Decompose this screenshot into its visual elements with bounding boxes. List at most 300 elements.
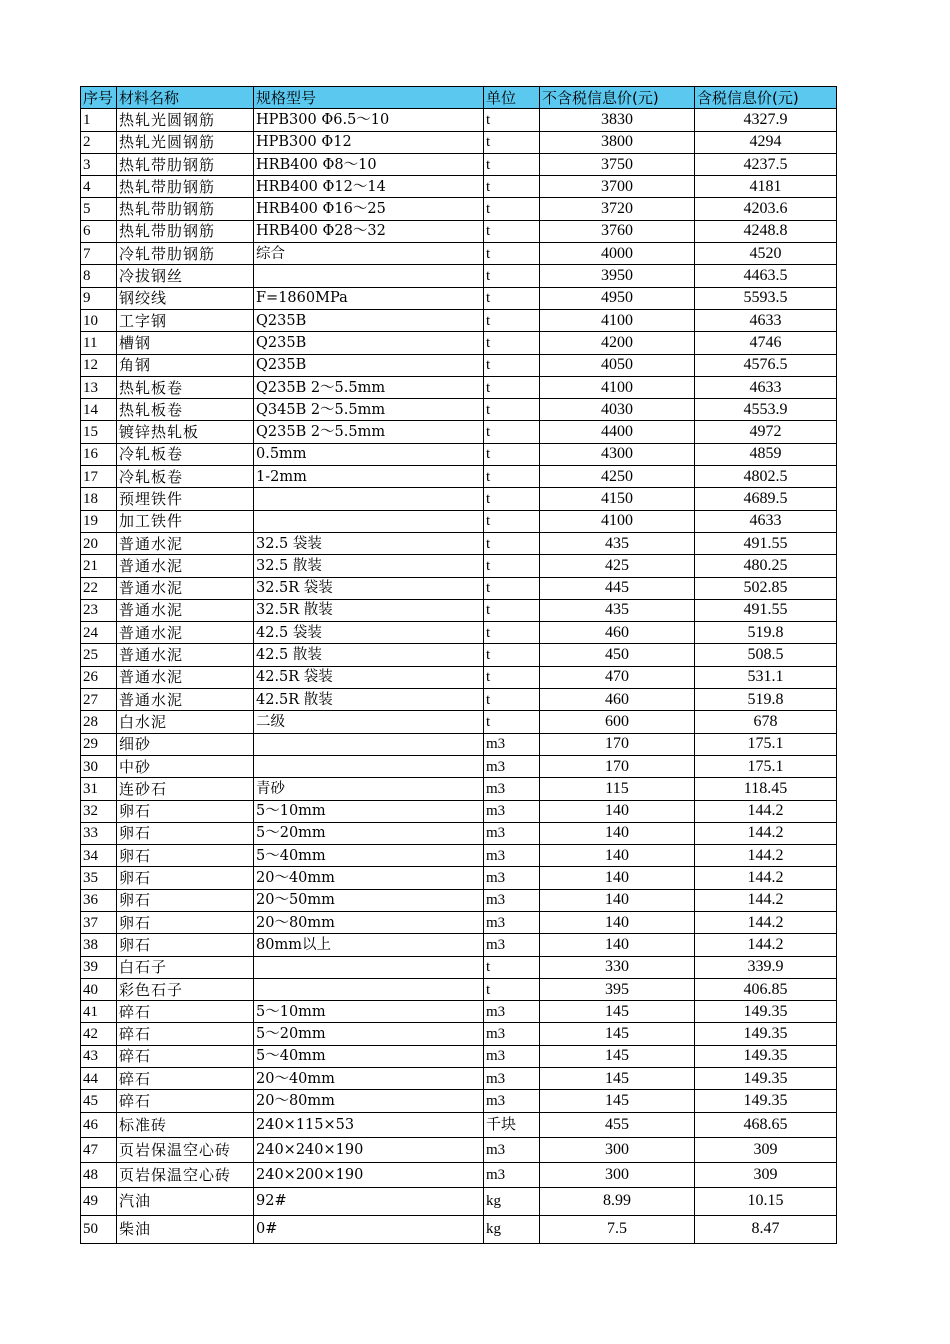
cell-spec: HRB400 Φ8～10 bbox=[254, 153, 484, 175]
cell-price-incl-tax: 4237.5 bbox=[695, 153, 837, 175]
cell-price-incl-tax: 4553.9 bbox=[695, 399, 837, 421]
cell-unit: t bbox=[484, 131, 540, 153]
table-row bbox=[81, 755, 837, 777]
cell-price-excl-tax: 145 bbox=[540, 1023, 695, 1045]
cell-name: 卵石 bbox=[117, 845, 254, 867]
cell-unit: m3 bbox=[484, 1090, 540, 1112]
cell-spec bbox=[254, 488, 484, 510]
cell-price-excl-tax: 115 bbox=[540, 778, 695, 800]
cell-no: 25 bbox=[81, 644, 117, 666]
cell-price-excl-tax: 3750 bbox=[540, 153, 695, 175]
cell-unit: m3 bbox=[484, 778, 540, 800]
cell-spec: 32.5 袋装 bbox=[254, 532, 484, 554]
cell-price-excl-tax: 4200 bbox=[540, 332, 695, 354]
cell-spec: 32.5 散装 bbox=[254, 555, 484, 577]
table-row bbox=[81, 845, 837, 867]
table-row bbox=[81, 689, 837, 711]
table-row bbox=[81, 399, 837, 421]
cell-unit: t bbox=[484, 689, 540, 711]
cell-price-excl-tax: 4300 bbox=[540, 443, 695, 465]
cell-name: 普通水泥 bbox=[117, 577, 254, 599]
cell-price-incl-tax: 144.2 bbox=[695, 845, 837, 867]
table-row bbox=[81, 711, 837, 733]
cell-price-excl-tax: 4950 bbox=[540, 287, 695, 309]
cell-no: 47 bbox=[81, 1137, 117, 1162]
cell-unit: t bbox=[484, 332, 540, 354]
cell-name: 卵石 bbox=[117, 822, 254, 844]
cell-unit: m3 bbox=[484, 1023, 540, 1045]
table-row bbox=[81, 332, 837, 354]
cell-no: 38 bbox=[81, 934, 117, 956]
cell-price-excl-tax: 145 bbox=[540, 1045, 695, 1067]
table-row bbox=[81, 220, 837, 242]
cell-unit: m3 bbox=[484, 800, 540, 822]
cell-price-incl-tax: 149.35 bbox=[695, 1090, 837, 1112]
cell-spec: 42.5R 散装 bbox=[254, 689, 484, 711]
cell-unit: t bbox=[484, 510, 540, 532]
table-row bbox=[81, 800, 837, 822]
table-row bbox=[81, 1023, 837, 1045]
cell-spec: 5～20mm bbox=[254, 822, 484, 844]
table-row bbox=[81, 889, 837, 911]
cell-spec: 42.5R 袋装 bbox=[254, 666, 484, 688]
cell-name: 卵石 bbox=[117, 800, 254, 822]
cell-price-incl-tax: 519.8 bbox=[695, 689, 837, 711]
table-row bbox=[81, 622, 837, 644]
cell-no: 40 bbox=[81, 978, 117, 1000]
cell-price-incl-tax: 118.45 bbox=[695, 778, 837, 800]
cell-name: 热轧光圆钢筋 bbox=[117, 109, 254, 131]
header-cell-price-incl-tax: 含税信息价(元) bbox=[695, 87, 837, 109]
cell-price-excl-tax: 4000 bbox=[540, 243, 695, 265]
cell-price-incl-tax: 144.2 bbox=[695, 889, 837, 911]
cell-spec bbox=[254, 978, 484, 1000]
cell-price-excl-tax: 470 bbox=[540, 666, 695, 688]
cell-price-excl-tax: 140 bbox=[540, 822, 695, 844]
cell-name: 普通水泥 bbox=[117, 555, 254, 577]
cell-name: 钢绞线 bbox=[117, 287, 254, 309]
table-row bbox=[81, 822, 837, 844]
cell-unit: m3 bbox=[484, 755, 540, 777]
cell-name: 普通水泥 bbox=[117, 532, 254, 554]
cell-spec: 20～80mm bbox=[254, 1090, 484, 1112]
table-row bbox=[81, 1112, 837, 1137]
cell-spec: 20～40mm bbox=[254, 1068, 484, 1090]
cell-unit: t bbox=[484, 488, 540, 510]
cell-unit: m3 bbox=[484, 1045, 540, 1067]
cell-price-incl-tax: 4248.8 bbox=[695, 220, 837, 242]
cell-unit: t bbox=[484, 220, 540, 242]
cell-name: 白水泥 bbox=[117, 711, 254, 733]
cell-price-excl-tax: 300 bbox=[540, 1137, 695, 1162]
cell-unit: m3 bbox=[484, 911, 540, 933]
cell-spec bbox=[254, 733, 484, 755]
cell-name: 碎石 bbox=[117, 1001, 254, 1023]
cell-no: 24 bbox=[81, 622, 117, 644]
cell-price-excl-tax: 140 bbox=[540, 845, 695, 867]
cell-no: 35 bbox=[81, 867, 117, 889]
cell-spec: HPB300 Φ6.5～10 bbox=[254, 109, 484, 131]
cell-unit: t bbox=[484, 265, 540, 287]
cell-price-incl-tax: 10.15 bbox=[695, 1187, 837, 1215]
cell-name: 冷轧板卷 bbox=[117, 466, 254, 488]
cell-price-incl-tax: 339.9 bbox=[695, 956, 837, 978]
cell-price-incl-tax: 144.2 bbox=[695, 800, 837, 822]
cell-name: 热轧带肋钢筋 bbox=[117, 176, 254, 198]
cell-spec: HRB400 Φ28～32 bbox=[254, 220, 484, 242]
cell-no: 42 bbox=[81, 1023, 117, 1045]
cell-price-excl-tax: 455 bbox=[540, 1112, 695, 1137]
cell-no: 9 bbox=[81, 287, 117, 309]
cell-no: 20 bbox=[81, 532, 117, 554]
cell-unit: t bbox=[484, 176, 540, 198]
cell-price-incl-tax: 144.2 bbox=[695, 867, 837, 889]
cell-name: 细砂 bbox=[117, 733, 254, 755]
cell-no: 50 bbox=[81, 1215, 117, 1243]
cell-name: 热轧板卷 bbox=[117, 399, 254, 421]
cell-price-incl-tax: 4181 bbox=[695, 176, 837, 198]
table-row bbox=[81, 510, 837, 532]
cell-spec: 5～40mm bbox=[254, 1045, 484, 1067]
cell-unit: t bbox=[484, 532, 540, 554]
cell-price-incl-tax: 309 bbox=[695, 1137, 837, 1162]
cell-price-excl-tax: 4250 bbox=[540, 466, 695, 488]
cell-price-excl-tax: 4100 bbox=[540, 376, 695, 398]
cell-price-incl-tax: 4802.5 bbox=[695, 466, 837, 488]
table-row bbox=[81, 1137, 837, 1162]
cell-name: 槽钢 bbox=[117, 332, 254, 354]
table-row bbox=[81, 466, 837, 488]
cell-price-incl-tax: 480.25 bbox=[695, 555, 837, 577]
cell-unit: t bbox=[484, 577, 540, 599]
cell-price-excl-tax: 4400 bbox=[540, 421, 695, 443]
table-row bbox=[81, 1068, 837, 1090]
cell-no: 17 bbox=[81, 466, 117, 488]
cell-spec bbox=[254, 956, 484, 978]
cell-spec bbox=[254, 755, 484, 777]
cell-no: 41 bbox=[81, 1001, 117, 1023]
table-row bbox=[81, 176, 837, 198]
cell-price-incl-tax: 4294 bbox=[695, 131, 837, 153]
cell-no: 33 bbox=[81, 822, 117, 844]
table-row bbox=[81, 376, 837, 398]
cell-price-incl-tax: 8.47 bbox=[695, 1215, 837, 1243]
cell-price-incl-tax: 4859 bbox=[695, 443, 837, 465]
cell-price-incl-tax: 491.55 bbox=[695, 532, 837, 554]
cell-spec: Q235B 2～5.5mm bbox=[254, 376, 484, 398]
cell-unit: m3 bbox=[484, 733, 540, 755]
cell-price-excl-tax: 140 bbox=[540, 800, 695, 822]
cell-name: 碎石 bbox=[117, 1045, 254, 1067]
cell-spec: Q235B bbox=[254, 309, 484, 331]
cell-no: 37 bbox=[81, 911, 117, 933]
cell-price-incl-tax: 4327.9 bbox=[695, 109, 837, 131]
cell-unit: t bbox=[484, 644, 540, 666]
cell-unit: t bbox=[484, 421, 540, 443]
cell-spec: 240×200×190 bbox=[254, 1162, 484, 1187]
cell-name: 热轧带肋钢筋 bbox=[117, 153, 254, 175]
cell-unit: t bbox=[484, 109, 540, 131]
cell-name: 汽油 bbox=[117, 1187, 254, 1215]
table-row bbox=[81, 153, 837, 175]
cell-price-excl-tax: 7.5 bbox=[540, 1215, 695, 1243]
table-row bbox=[81, 198, 837, 220]
cell-unit: t bbox=[484, 153, 540, 175]
cell-spec: 92# bbox=[254, 1187, 484, 1215]
cell-name: 工字钢 bbox=[117, 309, 254, 331]
cell-name: 卵石 bbox=[117, 889, 254, 911]
cell-name: 普通水泥 bbox=[117, 599, 254, 621]
cell-no: 19 bbox=[81, 510, 117, 532]
cell-name: 卵石 bbox=[117, 911, 254, 933]
cell-price-incl-tax: 149.35 bbox=[695, 1001, 837, 1023]
cell-price-incl-tax: 4689.5 bbox=[695, 488, 837, 510]
cell-unit: t bbox=[484, 555, 540, 577]
cell-price-excl-tax: 140 bbox=[540, 867, 695, 889]
cell-spec: 80mm以上 bbox=[254, 934, 484, 956]
header-cell-spec: 规格型号 bbox=[254, 87, 484, 109]
cell-no: 16 bbox=[81, 443, 117, 465]
cell-price-incl-tax: 4203.6 bbox=[695, 198, 837, 220]
cell-name: 连砂石 bbox=[117, 778, 254, 800]
cell-price-excl-tax: 3700 bbox=[540, 176, 695, 198]
cell-spec: 42.5 袋装 bbox=[254, 622, 484, 644]
cell-price-incl-tax: 491.55 bbox=[695, 599, 837, 621]
cell-price-excl-tax: 600 bbox=[540, 711, 695, 733]
cell-price-incl-tax: 5593.5 bbox=[695, 287, 837, 309]
cell-unit: m3 bbox=[484, 1162, 540, 1187]
cell-spec: HRB400 Φ16～25 bbox=[254, 198, 484, 220]
cell-spec: Q235B bbox=[254, 354, 484, 376]
header-cell-name: 材料名称 bbox=[117, 87, 254, 109]
cell-name: 普通水泥 bbox=[117, 666, 254, 688]
cell-price-incl-tax: 519.8 bbox=[695, 622, 837, 644]
cell-no: 22 bbox=[81, 577, 117, 599]
cell-name: 镀锌热轧板 bbox=[117, 421, 254, 443]
cell-spec: 0# bbox=[254, 1215, 484, 1243]
cell-no: 10 bbox=[81, 309, 117, 331]
table-row bbox=[81, 354, 837, 376]
cell-price-excl-tax: 8.99 bbox=[540, 1187, 695, 1215]
cell-price-incl-tax: 4633 bbox=[695, 376, 837, 398]
cell-price-excl-tax: 450 bbox=[540, 644, 695, 666]
cell-price-excl-tax: 140 bbox=[540, 911, 695, 933]
cell-price-excl-tax: 3760 bbox=[540, 220, 695, 242]
cell-price-incl-tax: 175.1 bbox=[695, 733, 837, 755]
cell-name: 加工铁件 bbox=[117, 510, 254, 532]
cell-name: 热轧光圆钢筋 bbox=[117, 131, 254, 153]
cell-no: 21 bbox=[81, 555, 117, 577]
cell-unit: t bbox=[484, 978, 540, 1000]
table-row bbox=[81, 666, 837, 688]
cell-unit: t bbox=[484, 956, 540, 978]
cell-name: 角钢 bbox=[117, 354, 254, 376]
cell-spec: F=1860MPa bbox=[254, 287, 484, 309]
table-row bbox=[81, 109, 837, 131]
cell-name: 卵石 bbox=[117, 867, 254, 889]
cell-no: 11 bbox=[81, 332, 117, 354]
cell-price-incl-tax: 4746 bbox=[695, 332, 837, 354]
cell-unit: m3 bbox=[484, 1137, 540, 1162]
cell-no: 3 bbox=[81, 153, 117, 175]
cell-unit: 千块 bbox=[484, 1112, 540, 1137]
cell-price-incl-tax: 4972 bbox=[695, 421, 837, 443]
header-cell-price-excl-tax: 不含税信息价(元) bbox=[540, 87, 695, 109]
cell-no: 46 bbox=[81, 1112, 117, 1137]
table-row bbox=[81, 577, 837, 599]
cell-no: 14 bbox=[81, 399, 117, 421]
table-row bbox=[81, 978, 837, 1000]
table-row bbox=[81, 1045, 837, 1067]
table-row bbox=[81, 733, 837, 755]
cell-price-excl-tax: 3830 bbox=[540, 109, 695, 131]
cell-price-excl-tax: 4100 bbox=[540, 510, 695, 532]
cell-unit: m3 bbox=[484, 1001, 540, 1023]
cell-name: 冷拔钢丝 bbox=[117, 265, 254, 287]
cell-name: 彩色石子 bbox=[117, 978, 254, 1000]
cell-name: 碎石 bbox=[117, 1068, 254, 1090]
cell-price-excl-tax: 330 bbox=[540, 956, 695, 978]
cell-no: 6 bbox=[81, 220, 117, 242]
table-row bbox=[81, 1162, 837, 1187]
cell-price-incl-tax: 406.85 bbox=[695, 978, 837, 1000]
cell-name: 页岩保温空心砖 bbox=[117, 1162, 254, 1187]
table-row bbox=[81, 421, 837, 443]
cell-no: 36 bbox=[81, 889, 117, 911]
cell-spec: HPB300 Φ12 bbox=[254, 131, 484, 153]
cell-spec: 青砂 bbox=[254, 778, 484, 800]
cell-price-excl-tax: 145 bbox=[540, 1001, 695, 1023]
cell-price-excl-tax: 4150 bbox=[540, 488, 695, 510]
table-row bbox=[81, 243, 837, 265]
table-body bbox=[81, 109, 837, 1243]
cell-spec: 20～80mm bbox=[254, 911, 484, 933]
cell-price-incl-tax: 4520 bbox=[695, 243, 837, 265]
cell-name: 卵石 bbox=[117, 934, 254, 956]
cell-name: 碎石 bbox=[117, 1023, 254, 1045]
table-row bbox=[81, 265, 837, 287]
cell-name: 中砂 bbox=[117, 755, 254, 777]
header-cell-no: 序号 bbox=[81, 87, 117, 109]
cell-name: 标准砖 bbox=[117, 1112, 254, 1137]
table-row bbox=[81, 778, 837, 800]
table-row bbox=[81, 488, 837, 510]
cell-unit: t bbox=[484, 711, 540, 733]
cell-spec bbox=[254, 265, 484, 287]
table-row bbox=[81, 599, 837, 621]
cell-spec: 综合 bbox=[254, 243, 484, 265]
cell-spec: Q235B bbox=[254, 332, 484, 354]
cell-price-excl-tax: 4030 bbox=[540, 399, 695, 421]
cell-no: 8 bbox=[81, 265, 117, 287]
table-row bbox=[81, 934, 837, 956]
cell-name: 柴油 bbox=[117, 1215, 254, 1243]
table-row bbox=[81, 644, 837, 666]
cell-unit: t bbox=[484, 376, 540, 398]
cell-price-excl-tax: 4100 bbox=[540, 309, 695, 331]
cell-price-excl-tax: 3800 bbox=[540, 131, 695, 153]
cell-unit: t bbox=[484, 287, 540, 309]
cell-unit: t bbox=[484, 198, 540, 220]
table-row bbox=[81, 1215, 837, 1243]
cell-price-incl-tax: 175.1 bbox=[695, 755, 837, 777]
table-row bbox=[81, 131, 837, 153]
cell-spec: 240×115×53 bbox=[254, 1112, 484, 1137]
cell-price-incl-tax: 149.35 bbox=[695, 1068, 837, 1090]
cell-name: 白石子 bbox=[117, 956, 254, 978]
cell-spec: 5～20mm bbox=[254, 1023, 484, 1045]
cell-price-excl-tax: 3720 bbox=[540, 198, 695, 220]
cell-spec: 240×240×190 bbox=[254, 1137, 484, 1162]
cell-no: 7 bbox=[81, 243, 117, 265]
cell-unit: t bbox=[484, 622, 540, 644]
cell-name: 页岩保温空心砖 bbox=[117, 1137, 254, 1162]
cell-name: 冷轧板卷 bbox=[117, 443, 254, 465]
cell-unit: m3 bbox=[484, 867, 540, 889]
cell-spec: 42.5 散装 bbox=[254, 644, 484, 666]
cell-spec: HRB400 Φ12～14 bbox=[254, 176, 484, 198]
cell-price-excl-tax: 445 bbox=[540, 577, 695, 599]
cell-price-excl-tax: 460 bbox=[540, 622, 695, 644]
cell-unit: kg bbox=[484, 1215, 540, 1243]
cell-price-excl-tax: 170 bbox=[540, 733, 695, 755]
cell-price-excl-tax: 140 bbox=[540, 889, 695, 911]
cell-name: 普通水泥 bbox=[117, 644, 254, 666]
cell-unit: m3 bbox=[484, 889, 540, 911]
cell-price-incl-tax: 4633 bbox=[695, 510, 837, 532]
cell-unit: t bbox=[484, 599, 540, 621]
cell-no: 4 bbox=[81, 176, 117, 198]
cell-price-incl-tax: 4463.5 bbox=[695, 265, 837, 287]
cell-unit: t bbox=[484, 399, 540, 421]
cell-price-excl-tax: 395 bbox=[540, 978, 695, 1000]
cell-price-excl-tax: 145 bbox=[540, 1068, 695, 1090]
cell-price-excl-tax: 145 bbox=[540, 1090, 695, 1112]
cell-price-excl-tax: 460 bbox=[540, 689, 695, 711]
cell-spec: 20～40mm bbox=[254, 867, 484, 889]
table-row bbox=[81, 1090, 837, 1112]
cell-spec bbox=[254, 510, 484, 532]
table-row bbox=[81, 555, 837, 577]
cell-no: 39 bbox=[81, 956, 117, 978]
cell-spec: 32.5R 散装 bbox=[254, 599, 484, 621]
cell-no: 30 bbox=[81, 755, 117, 777]
cell-price-excl-tax: 435 bbox=[540, 532, 695, 554]
cell-price-incl-tax: 309 bbox=[695, 1162, 837, 1187]
cell-name: 普通水泥 bbox=[117, 622, 254, 644]
cell-unit: t bbox=[484, 309, 540, 331]
cell-no: 27 bbox=[81, 689, 117, 711]
cell-price-excl-tax: 170 bbox=[540, 755, 695, 777]
cell-unit: kg bbox=[484, 1187, 540, 1215]
cell-spec: 5～10mm bbox=[254, 1001, 484, 1023]
cell-no: 32 bbox=[81, 800, 117, 822]
cell-name: 碎石 bbox=[117, 1090, 254, 1112]
cell-no: 31 bbox=[81, 778, 117, 800]
cell-spec: 5～40mm bbox=[254, 845, 484, 867]
cell-no: 12 bbox=[81, 354, 117, 376]
cell-no: 5 bbox=[81, 198, 117, 220]
table-row bbox=[81, 867, 837, 889]
table-row bbox=[81, 1001, 837, 1023]
cell-price-excl-tax: 435 bbox=[540, 599, 695, 621]
cell-price-excl-tax: 300 bbox=[540, 1162, 695, 1187]
cell-name: 热轧板卷 bbox=[117, 376, 254, 398]
cell-spec: 20～50mm bbox=[254, 889, 484, 911]
cell-no: 43 bbox=[81, 1045, 117, 1067]
cell-price-excl-tax: 140 bbox=[540, 934, 695, 956]
cell-price-incl-tax: 4576.5 bbox=[695, 354, 837, 376]
